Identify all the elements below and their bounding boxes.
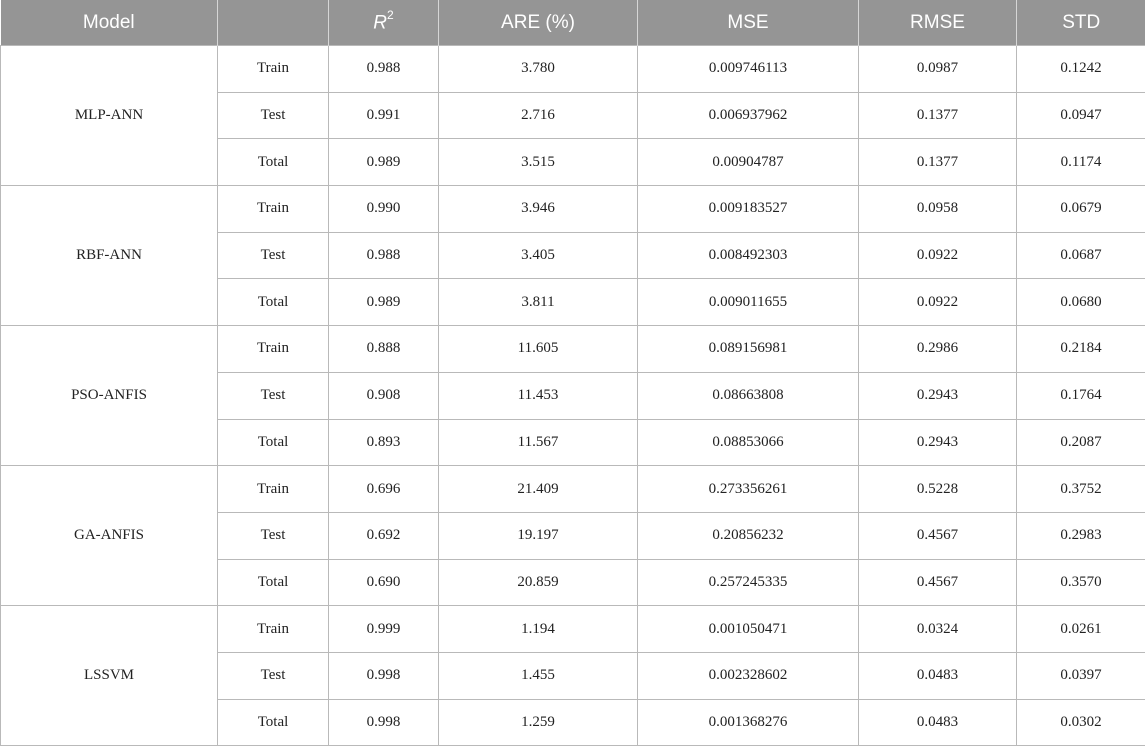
mse-cell: 0.006937962 [638, 92, 859, 139]
r2-cell: 0.998 [329, 699, 439, 746]
mse-cell: 0.009183527 [638, 186, 859, 233]
rmse-cell: 0.0987 [859, 46, 1017, 93]
mse-cell: 0.08853066 [638, 419, 859, 466]
are-cell: 11.567 [439, 419, 638, 466]
table-row [1, 186, 1145, 233]
rmse-cell: 0.0324 [859, 606, 1017, 653]
rmse-cell: 0.2986 [859, 326, 1017, 373]
mse-cell: 0.009011655 [638, 279, 859, 326]
header-r2-base: R [373, 13, 387, 34]
split-cell: Total [218, 279, 329, 326]
mse-cell: 0.00904787 [638, 139, 859, 186]
are-cell: 3.780 [439, 46, 638, 93]
std-cell: 0.1174 [1017, 139, 1145, 186]
are-cell: 20.859 [439, 559, 638, 606]
header-rmse: RMSE [859, 0, 1017, 46]
header-r2-sup: 2 [387, 8, 394, 22]
are-cell: 1.194 [439, 606, 638, 653]
rmse-cell: 0.0483 [859, 652, 1017, 699]
split-cell: Test [218, 372, 329, 419]
std-cell: 0.2983 [1017, 512, 1145, 559]
split-cell: Train [218, 326, 329, 373]
mse-cell: 0.009746113 [638, 46, 859, 93]
header-r2 [329, 0, 439, 46]
std-cell: 0.0679 [1017, 186, 1145, 233]
split-cell: Test [218, 652, 329, 699]
std-cell: 0.0680 [1017, 279, 1145, 326]
std-cell: 0.0397 [1017, 652, 1145, 699]
model-name: RBF-ANN [1, 186, 218, 326]
are-cell: 11.605 [439, 326, 638, 373]
mse-cell: 0.273356261 [638, 466, 859, 513]
std-cell: 0.2087 [1017, 419, 1145, 466]
std-cell: 0.0947 [1017, 92, 1145, 139]
mse-cell: 0.008492303 [638, 232, 859, 279]
mse-cell: 0.001368276 [638, 699, 859, 746]
r2-cell: 0.988 [329, 46, 439, 93]
are-cell: 3.515 [439, 139, 638, 186]
header-model: Model [1, 0, 218, 46]
rmse-cell: 0.0922 [859, 279, 1017, 326]
model-name: GA-ANFIS [1, 466, 218, 606]
r2-cell: 0.989 [329, 279, 439, 326]
are-cell: 3.811 [439, 279, 638, 326]
are-cell: 3.946 [439, 186, 638, 233]
are-cell: 2.716 [439, 92, 638, 139]
rmse-cell: 0.5228 [859, 466, 1017, 513]
split-cell: Total [218, 699, 329, 746]
are-cell: 19.197 [439, 512, 638, 559]
rmse-cell: 0.1377 [859, 139, 1017, 186]
std-cell: 0.0261 [1017, 606, 1145, 653]
r2-cell: 0.696 [329, 466, 439, 513]
split-cell: Total [218, 419, 329, 466]
std-cell: 0.3752 [1017, 466, 1145, 513]
split-cell: Train [218, 186, 329, 233]
r2-cell: 0.991 [329, 92, 439, 139]
are-cell: 1.259 [439, 699, 638, 746]
mse-cell: 0.257245335 [638, 559, 859, 606]
are-cell: 3.405 [439, 232, 638, 279]
mse-cell: 0.002328602 [638, 652, 859, 699]
model-name: PSO-ANFIS [1, 326, 218, 466]
r2-cell: 0.999 [329, 606, 439, 653]
table-body [1, 46, 1145, 746]
are-cell: 21.409 [439, 466, 638, 513]
rmse-cell: 0.0958 [859, 186, 1017, 233]
model-name: LSSVM [1, 606, 218, 746]
header-are: ARE (%) [439, 0, 638, 46]
mse-cell: 0.08663808 [638, 372, 859, 419]
are-cell: 11.453 [439, 372, 638, 419]
r2-cell: 0.989 [329, 139, 439, 186]
r2-cell: 0.988 [329, 232, 439, 279]
rmse-cell: 0.4567 [859, 559, 1017, 606]
split-cell: Train [218, 606, 329, 653]
rmse-cell: 0.0483 [859, 699, 1017, 746]
r2-cell: 0.908 [329, 372, 439, 419]
split-cell: Total [218, 559, 329, 606]
std-cell: 0.1764 [1017, 372, 1145, 419]
header-split [218, 0, 329, 46]
r2-cell: 0.990 [329, 186, 439, 233]
std-cell: 0.2184 [1017, 326, 1145, 373]
std-cell: 0.0687 [1017, 232, 1145, 279]
rmse-cell: 0.2943 [859, 419, 1017, 466]
r2-cell: 0.893 [329, 419, 439, 466]
split-cell: Test [218, 92, 329, 139]
rmse-cell: 0.2943 [859, 372, 1017, 419]
model-name: MLP-ANN [1, 46, 218, 186]
table-row [1, 606, 1145, 653]
split-cell: Test [218, 512, 329, 559]
r2-cell: 0.998 [329, 652, 439, 699]
table-header [1, 0, 1145, 46]
std-cell: 0.1242 [1017, 46, 1145, 93]
mse-cell: 0.001050471 [638, 606, 859, 653]
mse-cell: 0.089156981 [638, 326, 859, 373]
table-row [1, 326, 1145, 373]
header-mse: MSE [638, 0, 859, 46]
std-cell: 0.0302 [1017, 699, 1145, 746]
r2-cell: 0.692 [329, 512, 439, 559]
split-cell: Train [218, 46, 329, 93]
rmse-cell: 0.0922 [859, 232, 1017, 279]
rmse-cell: 0.4567 [859, 512, 1017, 559]
rmse-cell: 0.1377 [859, 92, 1017, 139]
r2-cell: 0.888 [329, 326, 439, 373]
mse-cell: 0.20856232 [638, 512, 859, 559]
split-cell: Test [218, 232, 329, 279]
table-row [1, 46, 1145, 93]
are-cell: 1.455 [439, 652, 638, 699]
header-row [1, 0, 1145, 46]
std-cell: 0.3570 [1017, 559, 1145, 606]
split-cell: Total [218, 139, 329, 186]
header-std: STD [1017, 0, 1145, 46]
table-row [1, 466, 1145, 513]
r2-cell: 0.690 [329, 559, 439, 606]
split-cell: Train [218, 466, 329, 513]
